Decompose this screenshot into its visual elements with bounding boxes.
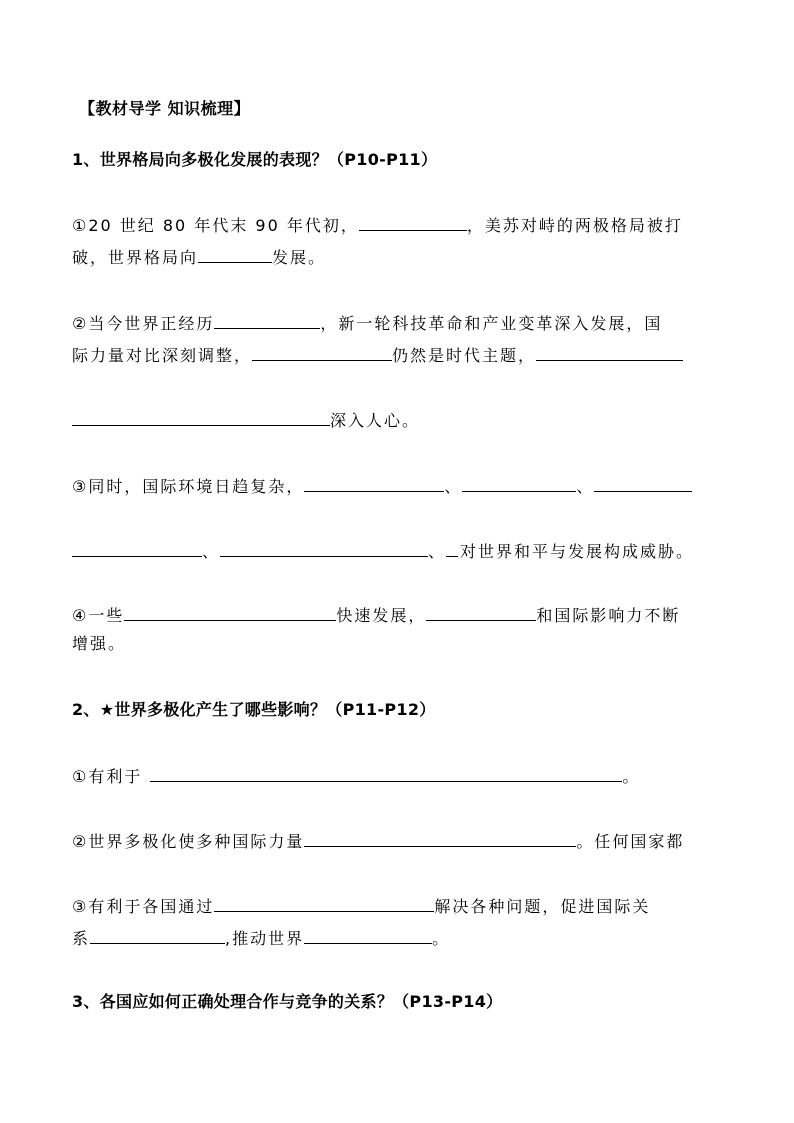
text: 深入人心。 bbox=[330, 411, 421, 430]
question-3-title: 3、各国应如何正确处理合作与竞争的关系？（P13-P14） bbox=[72, 992, 503, 1011]
text: 、 bbox=[576, 477, 595, 496]
fill-blank[interactable] bbox=[150, 764, 622, 782]
fill-blank[interactable] bbox=[72, 539, 202, 557]
question-1-title: 1、世界格局向多极化发展的表现？（P10-P11） bbox=[72, 150, 438, 169]
text: ③有利于各国通过 bbox=[72, 897, 215, 916]
q1-item-1-line-2 bbox=[72, 245, 326, 268]
text: ①20 世纪 80 年代末 90 年代初， bbox=[72, 216, 359, 235]
fill-blank[interactable] bbox=[72, 408, 330, 426]
text: 。 bbox=[622, 767, 641, 786]
text: ④一些 bbox=[72, 606, 125, 625]
text: 系 bbox=[72, 929, 91, 948]
text: ③同时，国际环境日趋复杂， bbox=[72, 477, 305, 496]
fill-blank[interactable] bbox=[90, 926, 225, 944]
fill-blank[interactable] bbox=[536, 343, 683, 361]
text: ②世界多极化使多种国际力量 bbox=[72, 832, 305, 851]
text: ①有利于 bbox=[72, 767, 143, 786]
text: 发展。 bbox=[272, 248, 327, 267]
text: 增强。 bbox=[72, 634, 127, 653]
q2-item-1 bbox=[72, 764, 640, 787]
text: ，美苏对峙的两极格局被打 bbox=[466, 216, 683, 235]
fill-blank[interactable] bbox=[252, 343, 392, 361]
text: 、 bbox=[428, 542, 447, 561]
text: 仍然是时代主题， bbox=[392, 346, 537, 365]
text: 。 bbox=[432, 929, 451, 948]
q1-item-3-line-2 bbox=[72, 539, 694, 562]
text: 解决各种问题，促进国际关 bbox=[434, 897, 651, 916]
text: 。任何国家都 bbox=[576, 832, 685, 851]
text: 和国际影响力不断 bbox=[536, 606, 681, 625]
q1-item-2-line-1 bbox=[72, 311, 662, 334]
fill-blank[interactable] bbox=[214, 311, 320, 329]
q1-item-4-line-1 bbox=[72, 603, 680, 626]
q1-item-3-line-1 bbox=[72, 474, 692, 497]
fill-blank[interactable] bbox=[359, 213, 467, 231]
text: 、 bbox=[202, 542, 221, 561]
text: ,推动世界 bbox=[225, 929, 305, 948]
text: 快速发展， bbox=[336, 606, 427, 625]
fill-blank[interactable] bbox=[594, 474, 692, 492]
fill-blank[interactable] bbox=[426, 603, 536, 621]
question-2-title: 2、★世界多极化产生了哪些影响？（P11-P12） bbox=[72, 700, 436, 719]
q2-item-2 bbox=[72, 829, 684, 852]
fill-blank[interactable] bbox=[304, 926, 432, 944]
fill-blank[interactable] bbox=[304, 474, 444, 492]
fill-blank[interactable] bbox=[446, 539, 458, 557]
fill-blank[interactable] bbox=[124, 603, 336, 621]
q1-item-4-line-2 bbox=[72, 634, 126, 654]
q2-item-3-line-2 bbox=[72, 926, 450, 949]
text: 、 bbox=[444, 477, 463, 496]
q1-item-1-line-1 bbox=[72, 213, 683, 236]
fill-blank[interactable] bbox=[214, 894, 434, 912]
text: ②当今世界正经历 bbox=[72, 314, 215, 333]
fill-blank[interactable] bbox=[198, 245, 272, 263]
fill-blank[interactable] bbox=[220, 539, 428, 557]
text: 破，世界格局向 bbox=[72, 248, 199, 267]
fill-blank[interactable] bbox=[462, 474, 576, 492]
text: 际力量对比深刻调整， bbox=[72, 346, 253, 365]
text: 对世界和平与发展构成威胁。 bbox=[460, 542, 695, 561]
q2-item-3-line-1 bbox=[72, 894, 650, 917]
q1-item-2-line-2 bbox=[72, 343, 683, 366]
fill-blank[interactable] bbox=[304, 829, 576, 847]
text: ，新一轮科技革命和产业变革深入发展，国 bbox=[320, 314, 663, 333]
section-header: 【教材导学 知识梳理】 bbox=[79, 99, 251, 118]
q1-item-2-line-3 bbox=[72, 408, 420, 431]
